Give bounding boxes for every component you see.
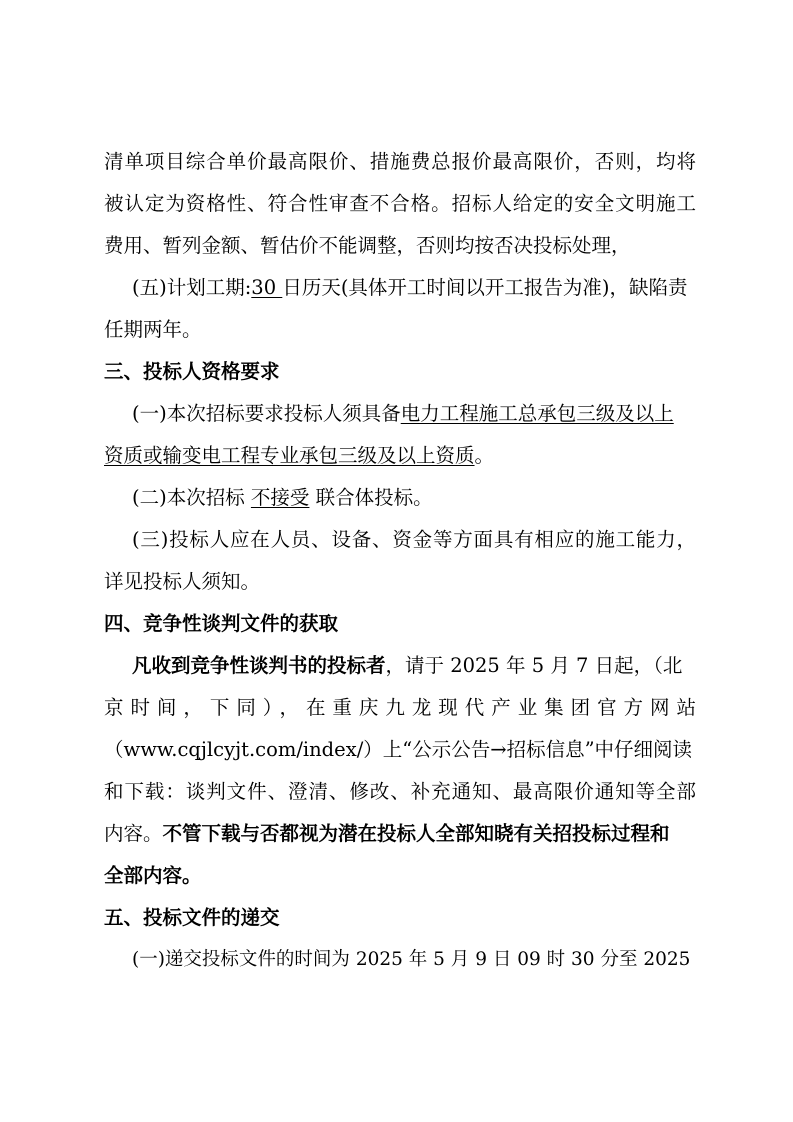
qualification-requirement: 资质或输变电工程专业承包三级及以上资质	[104, 444, 475, 467]
consortium-line	[132, 484, 696, 512]
line-text: (一)递交投标文件的时间为 2025 年 5 月 9 日 09 时 30 分至 2025	[132, 949, 691, 970]
paragraph-line	[132, 946, 696, 974]
bold-text: 凡收到竞争性谈判书的投标者	[132, 654, 386, 677]
website-line	[104, 736, 696, 764]
line-text: 详见投标人须知。	[104, 570, 261, 593]
line-text: (五)计划工期:	[132, 276, 252, 299]
line-text: (一)本次招标要求投标人须具备	[132, 402, 401, 425]
paragraph-line	[104, 568, 696, 596]
line-text: ，请于 2025 年 5 月 7 日起，（北	[385, 654, 683, 677]
paragraph-line	[104, 778, 696, 806]
line-text: 和下载：谈判文件、澄清、修改、补充通知、最高限价通知等全部	[104, 780, 696, 803]
bold-text: 不管下载与否都视为潜在投标人全部知晓有关招投标过程和	[162, 822, 670, 845]
line-text: 。	[474, 444, 495, 467]
paragraph-line	[104, 316, 696, 344]
paragraph-line	[132, 526, 696, 554]
section-heading-4	[104, 610, 696, 638]
paragraph-line	[104, 232, 696, 260]
line-text: （www.cqjlcyjt.com/index/）上“公示公告→招标信息”中仔细阅读	[104, 738, 693, 761]
qualification-requirement: 电力工程施工总承包三级及以上	[400, 402, 674, 425]
heading-text: 五、投标文件的递交	[104, 906, 280, 929]
line-text: 被认定为资格性、符合性审查不合格。招标人给定的安全文明施工	[104, 192, 696, 215]
duration-value: 30	[251, 276, 283, 299]
line-text: 内容。	[104, 822, 163, 845]
heading-text: 四、竞争性谈判文件的获取	[104, 612, 339, 635]
line-text: 费用、暂列金额、暂估价不能调整，否则均按否决投标处理，	[104, 234, 631, 257]
paragraph-line	[132, 652, 696, 680]
line-text: (三)投标人应在人员、设备、资金等方面具有相应的施工能力，	[132, 528, 696, 551]
line-text: 京时间，下同），在重庆九龙现代产业集团官方网站	[104, 696, 696, 719]
paragraph-line	[104, 820, 696, 848]
heading-text: 三、投标人资格要求	[104, 360, 280, 383]
paragraph-line	[104, 862, 696, 890]
schedule-line	[132, 274, 696, 302]
paragraph-line	[104, 148, 696, 176]
qualification-line	[104, 442, 696, 470]
consortium-value: 不接受	[250, 486, 310, 509]
bold-text: 全部内容。	[104, 864, 202, 887]
line-text: 任期两年。	[104, 318, 202, 341]
section-heading-3	[104, 358, 696, 386]
qualification-line	[132, 400, 696, 428]
section-heading-5	[104, 904, 696, 932]
line-text: 清单项目综合单价最高限价、措施费总报价最高限价，否则，均将	[104, 150, 696, 173]
paragraph-line	[104, 190, 696, 218]
line-text: 日历天(具体开工时间以开工报告为准)，缺陷责	[282, 276, 688, 299]
paragraph-line	[104, 694, 696, 722]
line-text: (二)本次招标	[132, 486, 251, 509]
line-text: 联合体投标。	[309, 486, 433, 509]
